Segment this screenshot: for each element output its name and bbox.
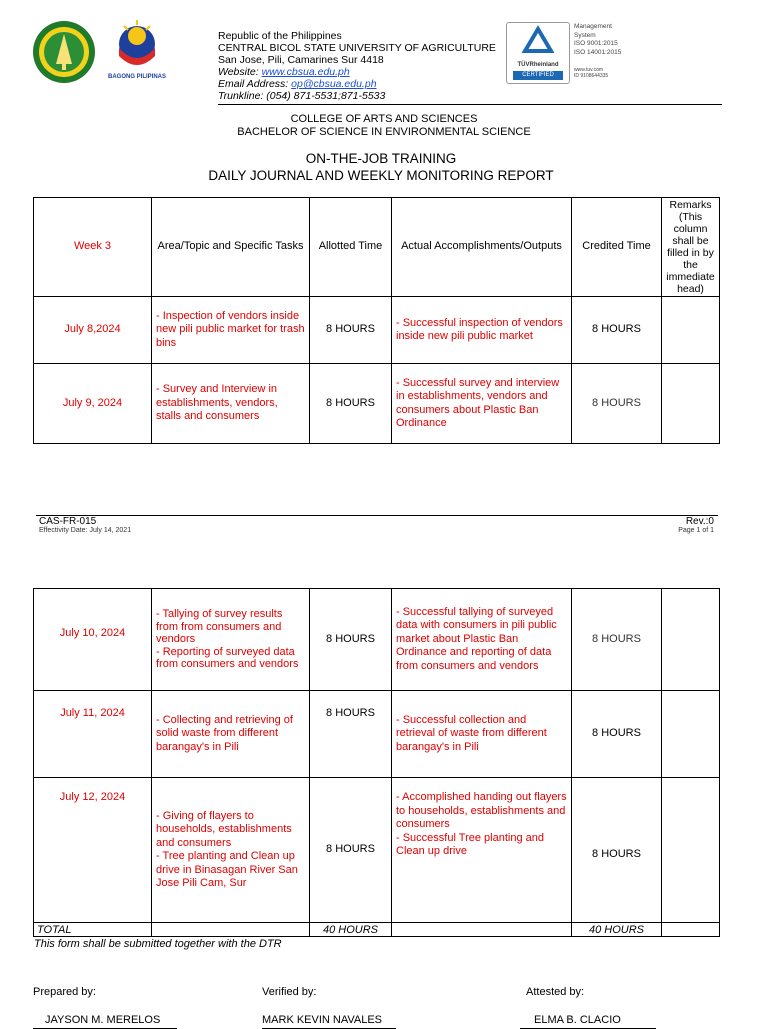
- prepared-by-name: JAYSON M. MERELOS: [45, 1014, 161, 1026]
- table-row: [34, 691, 720, 778]
- row-output: - Accomplished handing out flayers to households, establishments and consumers - Successful Tree planting and Clean up drive: [392, 778, 572, 923]
- header-university: CENTRAL BICOL STATE UNIVERSITY OF AGRICULTURE: [218, 42, 496, 54]
- report-title-1: ON-THE-JOB TRAINING: [305, 151, 457, 166]
- row-allotted: 8 HOURS: [310, 691, 392, 778]
- row-credited: 8 HOURS: [572, 778, 662, 923]
- header-divider: [218, 104, 722, 105]
- total-credited: 40 HOURS: [572, 923, 662, 937]
- verified-by-name: MARK KEVIN NAVALES: [262, 1014, 383, 1026]
- tuv-certified: CERTIFIED: [513, 71, 563, 80]
- email-label: Email Address:: [218, 78, 292, 90]
- table-row: [34, 778, 720, 923]
- cert-small: ID 9108644335: [574, 73, 609, 79]
- prepared-by-label: Prepared by:: [33, 986, 96, 998]
- college-name: COLLEGE OF ARTS AND SCIENCES: [290, 113, 478, 125]
- row-date: July 10, 2024: [34, 589, 152, 691]
- row-remarks: [662, 691, 720, 778]
- row-output: - Successful tallying of surveyed data with consumers in pili public market about Plastic Ban Ordinance and reporting of data from consumers and vendors: [392, 589, 572, 691]
- cert-small: www.tuv.com: [574, 67, 604, 73]
- program-name: BACHELOR OF SCIENCE IN ENVIRONMENTAL SCIENCE: [237, 126, 531, 138]
- total-empty: [152, 923, 310, 937]
- website-link[interactable]: www.cbsua.edu.ph: [261, 66, 350, 78]
- actual-header: Actual Accomplishments/Outputs: [392, 198, 572, 297]
- header-country: Republic of the Philippines: [218, 30, 342, 42]
- effectivity-date: Effectivity Date: July 14, 2021: [39, 527, 132, 534]
- row-date: July 11, 2024: [34, 691, 152, 778]
- total-empty: [392, 923, 572, 937]
- header-website-row: [218, 67, 350, 79]
- row-task: - Survey and Interview in establishments, vendors, stalls and consumers: [152, 364, 310, 444]
- row-allotted: 8 HOURS: [310, 589, 392, 691]
- remarks-header: Remarks (This column shall be filled in by the immediate head): [662, 198, 720, 297]
- verified-by-line: [262, 1010, 396, 1029]
- row-credited: 8 HOURS: [572, 364, 662, 444]
- row-date: July 9, 2024: [34, 364, 152, 444]
- row-allotted: 8 HOURS: [310, 297, 392, 364]
- submission-note: This form shall be submitted together with the DTR: [34, 938, 282, 950]
- attested-by-line: [520, 1010, 656, 1029]
- row-remarks: [662, 589, 720, 691]
- row-output: - Successful survey and interview in establishments, vendors and consumers about Plastic Ban Ordinance: [392, 364, 572, 444]
- total-empty: [662, 923, 720, 937]
- footer-divider: [36, 515, 718, 516]
- row-task: - Collecting and retrieving of solid waste from different barangay's in Pili: [152, 691, 310, 778]
- page-number: Page 1 of 1: [678, 527, 714, 534]
- row-date: July 8,2024: [34, 297, 152, 364]
- journal-table-page1: [33, 197, 720, 444]
- attested-by-name: ELMA B. CLACIO: [534, 1014, 621, 1026]
- table-header-row: [34, 198, 720, 297]
- tuv-certification-badge: [506, 22, 570, 84]
- header-email-row: [218, 79, 377, 91]
- tuv-brand: TÜVRheinland: [517, 62, 559, 68]
- attested-by-label: Attested by:: [526, 986, 585, 998]
- bagong-pilipinas-logo: [104, 18, 170, 84]
- cert-line: ISO 9001:2015: [574, 40, 618, 47]
- allotted-header: Allotted Time: [310, 198, 392, 297]
- form-code: CAS-FR-015: [39, 516, 97, 527]
- bagong-pilipinas-text: BAGONG PILIPINAS: [107, 74, 166, 80]
- row-remarks: [662, 364, 720, 444]
- table-row: [34, 297, 720, 364]
- email-link[interactable]: op@cbsua.edu.ph: [291, 78, 377, 90]
- row-credited: 8 HOURS: [572, 691, 662, 778]
- cert-line: Management: [574, 23, 612, 30]
- cert-line: System: [574, 31, 596, 39]
- total-label: TOTAL: [34, 923, 152, 937]
- row-task: - Inspection of vendors inside new pili public market for trash bins: [152, 297, 310, 364]
- prepared-by-line: [33, 1010, 177, 1029]
- total-row: [34, 923, 720, 937]
- journal-table-page2: [33, 588, 720, 937]
- tuv-triangle-icon: [507, 23, 569, 57]
- row-output: - Successful collection and retrieval of waste from different barangay's in Pili: [392, 691, 572, 778]
- cert-line: ISO 14001:2015: [574, 48, 622, 56]
- header-trunkline: Trunkline: (054) 871-5531;871-5533: [218, 90, 386, 102]
- row-allotted: 8 HOURS: [310, 364, 392, 444]
- header-address: San Jose, Pili, Camarines Sur 4418: [218, 54, 384, 66]
- row-credited: 8 HOURS: [572, 589, 662, 691]
- row-task: - Tallying of survey results from from consumers and vendors - Reporting of surveyed data from consumers and vendors: [152, 589, 310, 691]
- table-row: [34, 364, 720, 444]
- verified-by-label: Verified by:: [262, 986, 317, 998]
- row-credited: 8 HOURS: [572, 297, 662, 364]
- total-allotted: 40 HOURS: [310, 923, 392, 937]
- row-allotted: 8 HOURS: [310, 778, 392, 923]
- website-label: Website:: [218, 66, 262, 78]
- row-task: - Giving of flayers to households, establishments and consumers - Tree planting and Clean up drive in Binasagan River San Jose Pili Cam, Sur: [152, 778, 310, 923]
- credited-header: Credited Time: [572, 198, 662, 297]
- revision: Rev.:0: [685, 516, 714, 527]
- tuv-details: [574, 23, 621, 79]
- row-remarks: [662, 778, 720, 923]
- university-seal-logo: [32, 20, 96, 84]
- table-row: [34, 589, 720, 691]
- row-remarks: [662, 297, 720, 364]
- area-header: Area/Topic and Specific Tasks: [152, 198, 310, 297]
- row-date: July 12, 2024: [34, 778, 152, 923]
- week-header: Week 3: [34, 198, 152, 297]
- row-output: - Successful inspection of vendors inside new pili public market: [392, 297, 572, 364]
- report-title-2: DAILY JOURNAL AND WEEKLY MONITORING REPORT: [208, 168, 554, 183]
